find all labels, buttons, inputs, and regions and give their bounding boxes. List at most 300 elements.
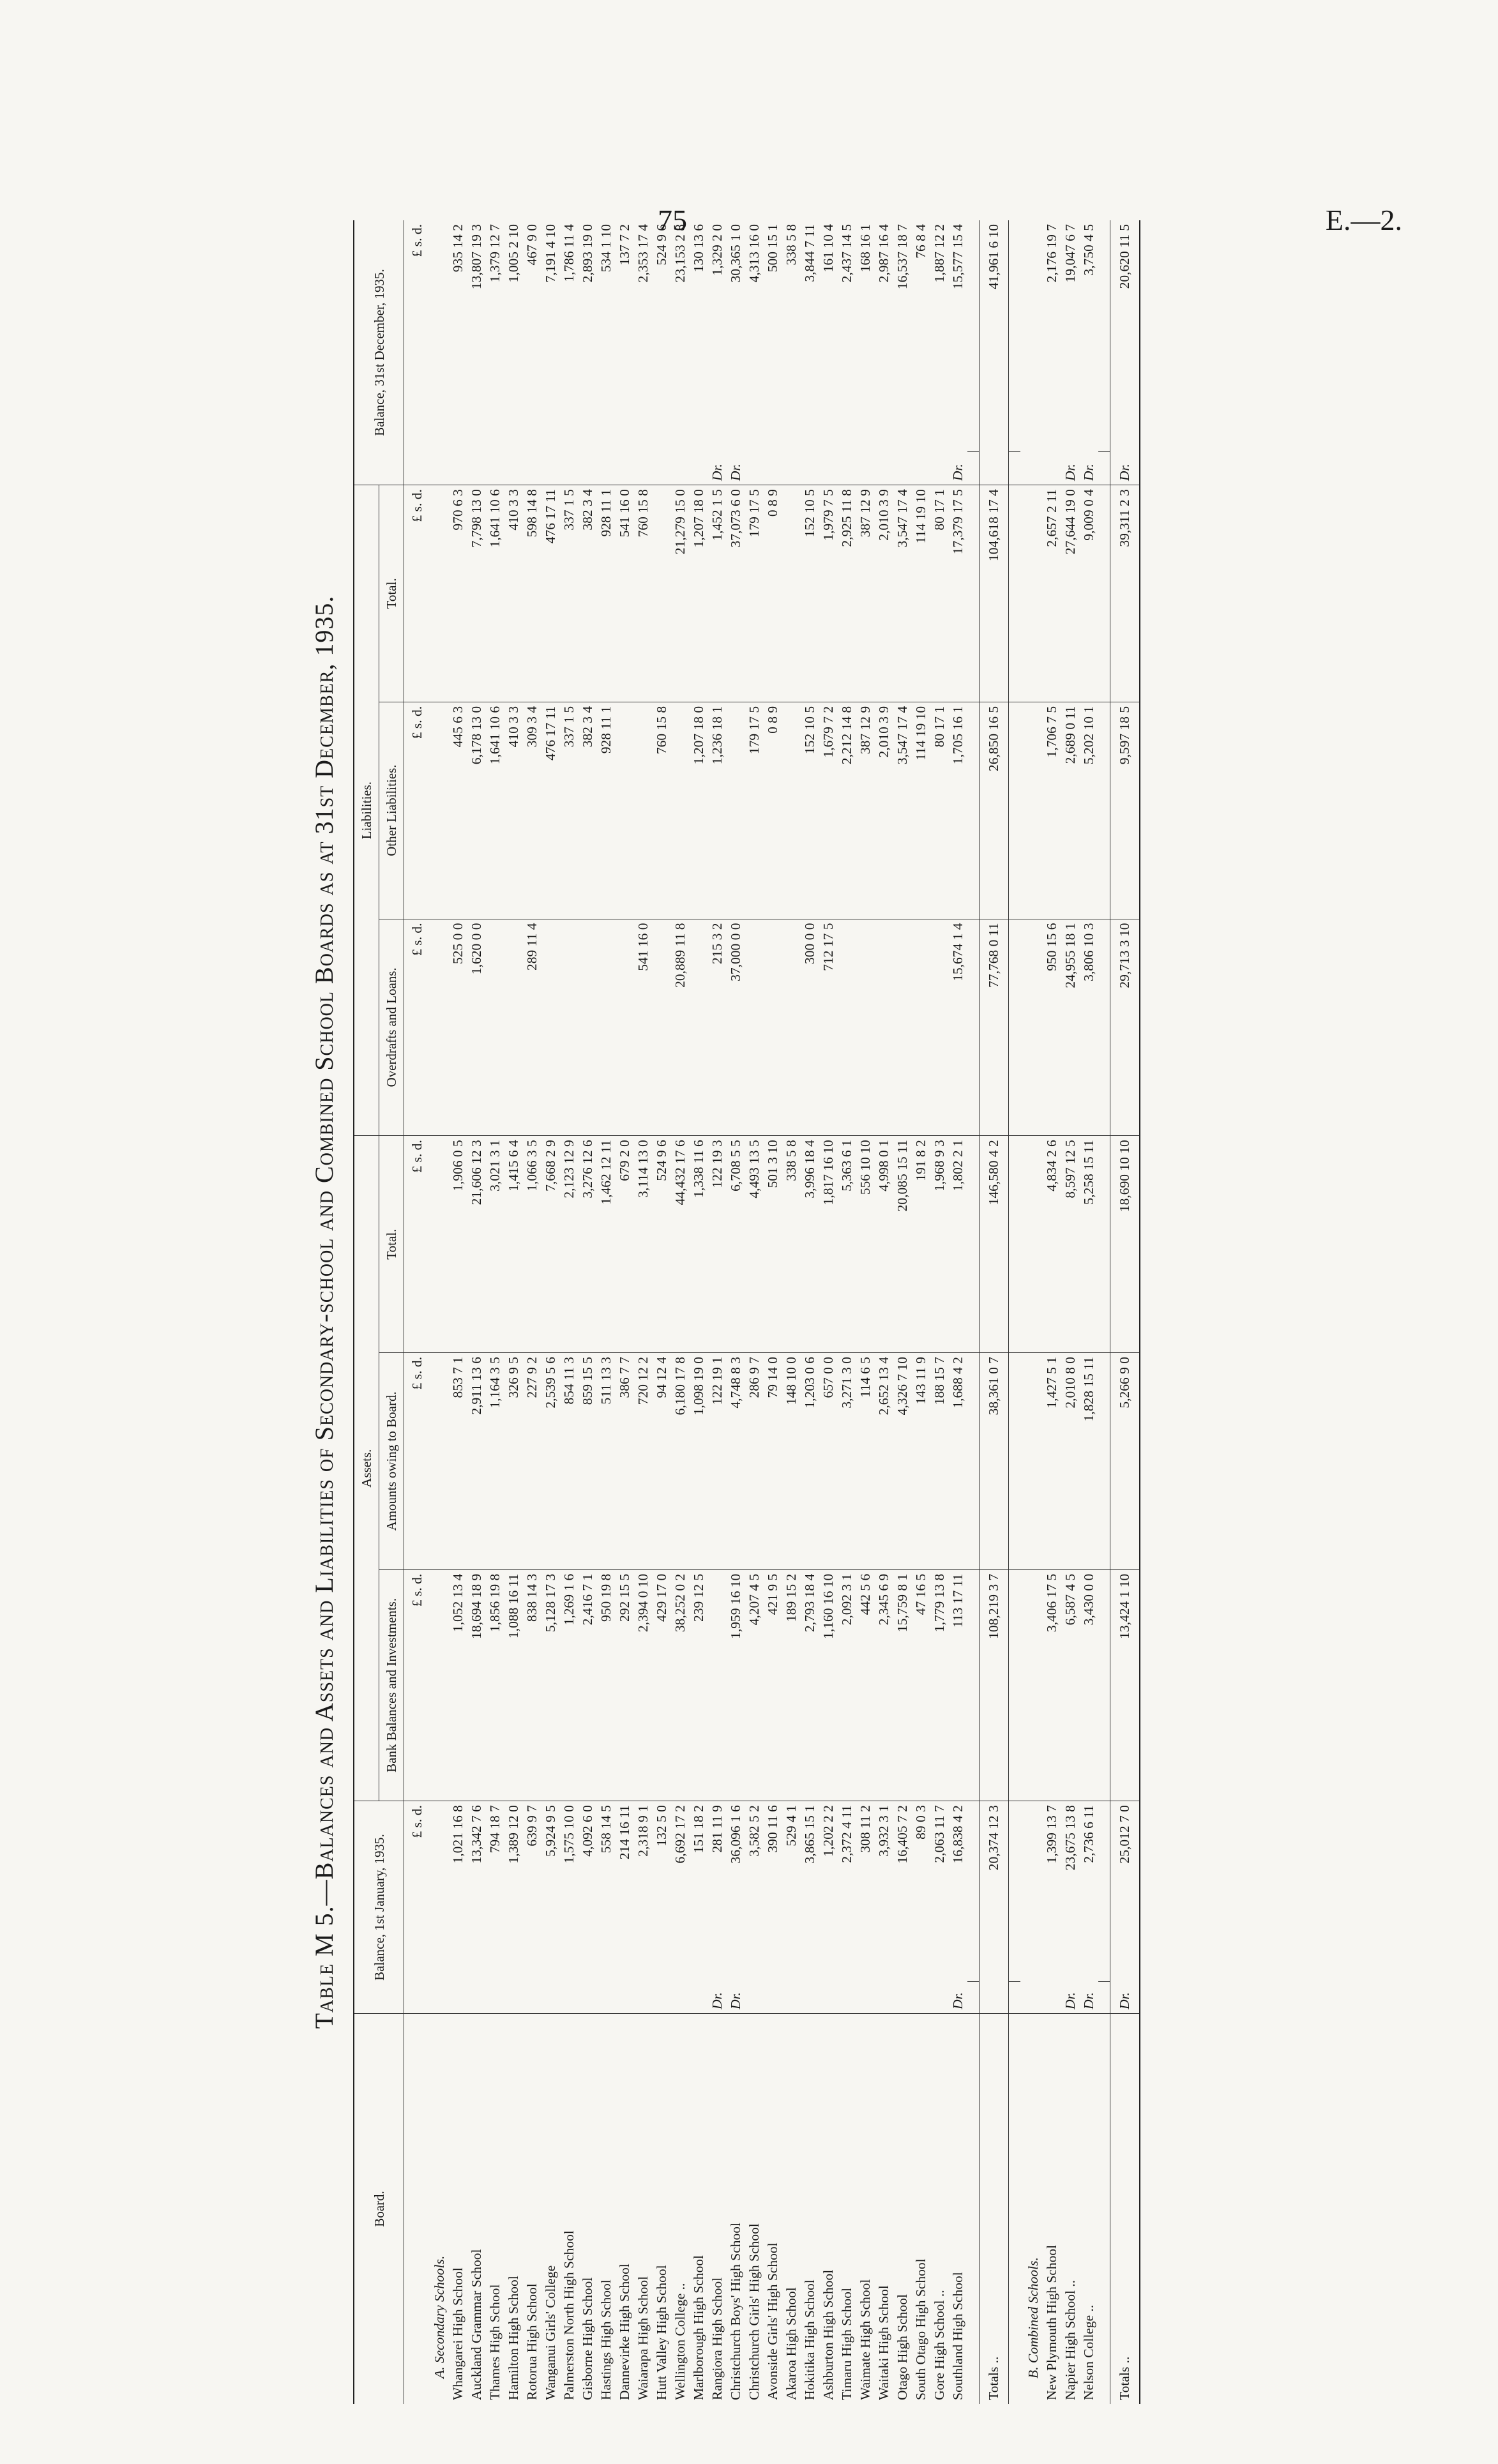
amount-cell: 76 8 4 [913,224,928,259]
amount-cell: 2,063 11 7 [932,1805,947,1863]
empty-cell [1098,1801,1110,1982]
amount-cell: 2,911 13 6 [467,1352,486,1569]
amount-cell: 598 14 8 [523,485,541,702]
debit-marker [671,452,690,485]
amount-cell: 476 17 11 [541,485,560,702]
debit-marker [449,452,467,485]
amount-cell: 309 3 4 [523,702,541,919]
debit-marker [467,452,486,485]
amount-cell: 1,817 16 10 [819,1136,838,1353]
amount-cell: 7,668 2 9 [541,1136,560,1353]
debit-marker [523,1982,541,2014]
table-row [912,220,930,2404]
amount-cell: 122 19 1 [708,1352,727,1569]
amount-cell: 47 16 5 [912,1569,930,1801]
empty-cell [427,1352,449,1569]
empty-cell [1009,1982,1021,2014]
amount-cell: 387 12 9 [856,485,875,702]
amount-cell: 3,276 12 6 [579,1136,597,1353]
debit-marker: Dr. [727,1982,745,2014]
amount-cell: 524 9 6 [653,1136,671,1353]
amount-cell: 21,606 12 3 [467,1136,486,1353]
amount-cell: 1,379 12 7 [487,224,503,283]
table-row [690,220,708,2404]
amount-cell: 130 13 6 [691,224,706,273]
debit-marker [634,452,653,485]
table-row [634,220,653,2404]
empty-cell [1020,1982,1043,2014]
amount-cell: 2,010 8 0 [1061,1352,1080,1569]
amount-cell: 500 15 1 [765,224,780,273]
amount-cell: 1,207 18 0 [690,485,708,702]
amount-cell: 1,959 16 10 [727,1569,745,1801]
debit-marker [875,452,893,485]
table-row [653,220,671,2404]
amount-cell: 1,452 1 5 [708,485,727,702]
board-name: Hamilton High School [506,2276,521,2400]
amount-cell: 161 10 4 [821,224,836,273]
amount-cell: 143 11 9 [912,1352,930,1569]
amount-cell: 3,932 3 1 [876,1805,891,1857]
board-name: Totals .. [1110,2014,1140,2405]
debit-marker [541,452,560,485]
amount-cell [782,702,801,919]
amount-cell: 189 15 2 [782,1569,801,1801]
amount-cell: 1,705 16 1 [949,702,967,919]
amount-cell: 5,363 6 1 [838,1136,856,1353]
debit-marker [523,452,541,485]
empty-cell [1009,220,1021,452]
debit-marker [930,1982,949,2014]
empty-cell [1020,452,1043,485]
empty-cell [1020,1801,1043,1982]
amount-cell: 3,750 4 5 [1081,224,1096,276]
amount-cell: 286 9 7 [745,1352,764,1569]
debit-marker [838,452,856,485]
amount-cell: 3,021 3 1 [486,1136,504,1353]
amount-cell: 1,207 18 0 [690,702,708,919]
debit-marker: Dr. [949,1982,967,2014]
rotated-table-region [296,220,1394,2404]
amount-cell: 21,279 15 0 [671,485,690,702]
table-row [838,220,856,2404]
amount-cell [504,919,523,1136]
debit-marker: Dr. [1061,1982,1080,2014]
spacer-row [967,220,980,2404]
units-pre-cell [404,452,427,485]
amount-cell: 44,432 17 6 [671,1136,690,1353]
amount-cell: 1,427 5 1 [1043,1352,1061,1569]
amount-cell: 429 17 0 [653,1569,671,1801]
debit-marker [980,452,1009,485]
board-name: Hastings High School [598,2279,614,2400]
amount-cell: 104,618 17 4 [980,485,1009,702]
amount-cell: 1,802 2 1 [949,1136,967,1353]
amount-cell: 1,779 13 8 [930,1569,949,1801]
debit-marker [893,1982,912,2014]
amount-cell: 38,252 0 2 [671,1569,690,1801]
units-cell: £ s. d. [404,1136,427,1353]
empty-cell [967,702,980,919]
amount-cell: 2,212 14 8 [838,702,856,919]
amount-cell: 970 6 3 [449,485,467,702]
table-row [949,220,967,2404]
board-name: Napier High School .. [1063,2279,1078,2400]
table-row [875,220,893,2404]
debit-marker [616,452,634,485]
amount-cell: 300 0 0 [801,919,819,1136]
table-row [764,220,782,2404]
table-row [856,220,875,2404]
amount-cell: 1,399 13 7 [1044,1805,1059,1864]
debit-marker [671,1982,690,2014]
amount-cell: 37,073 6 0 [727,485,745,702]
amount-cell: 4,493 13 5 [745,1136,764,1353]
amount-cell: 79 14 0 [764,1352,782,1569]
amount-cell: 410 3 3 [504,485,523,702]
debit-marker [838,1982,856,2014]
table-row [523,220,541,2404]
amount-cell: 1,066 3 5 [523,1136,541,1353]
board-name: Dannevirke High School [617,2264,632,2400]
empty-cell [967,452,980,485]
debit-marker: Dr. [1080,452,1098,485]
amount-cell: 0 8 9 [764,485,782,702]
units-cell: £ s. d. [404,485,427,702]
amount-cell: 1,236 18 1 [708,702,727,919]
amount-cell: 1,203 0 6 [801,1352,819,1569]
amount-cell: 6,178 13 0 [467,702,486,919]
amount-cell [560,919,579,1136]
amount-cell: 534 1 10 [598,224,614,273]
empty-cell [1009,452,1021,485]
table-title: Table M 5.—Balances and Assets and Liabilities of Secondary-school and Combined School Boards as at 31st December, 1935. [310,595,338,2029]
debit-marker [541,1982,560,2014]
amount-cell: 2,010 3 9 [875,485,893,702]
board-name: Gisborne High School [580,2277,595,2400]
amount-cell: 30,365 1 0 [728,224,743,283]
debit-marker [893,452,912,485]
amount-cell: 3,271 3 0 [838,1352,856,1569]
amount-cell: 1,202 2 2 [821,1805,836,1857]
amount-cell: 556 10 10 [856,1136,875,1353]
table-row [745,220,764,2404]
debit-marker [597,452,616,485]
empty-cell [967,220,980,452]
amount-cell: 6,587 4 5 [1061,1569,1080,1801]
amount-cell: 2,925 11 8 [838,485,856,702]
debit-marker [690,452,708,485]
amount-cell: 2,736 6 11 [1081,1805,1096,1863]
amount-cell: 1,098 19 0 [690,1352,708,1569]
amount-cell: 859 15 5 [579,1352,597,1569]
empty-cell [967,1136,980,1353]
amount-cell: 2,394 0 10 [634,1569,653,1801]
amount-cell: 17,379 17 5 [949,485,967,702]
table-row [893,220,912,2404]
amount-cell [782,485,801,702]
amount-cell: 2,987 16 4 [876,224,891,283]
board-name: A. Secondary Schools. [432,2255,447,2378]
amount-cell: 4,207 4 5 [745,1569,764,1801]
amount-cell [616,919,634,1136]
amount-cell [912,919,930,1136]
amount-cell: 38,361 0 7 [980,1352,1009,1569]
empty-cell [427,702,449,919]
empty-cell [1098,452,1110,485]
amount-cell: 950 15 6 [1043,919,1061,1136]
amount-cell: 16,838 4 2 [950,1805,965,1864]
amount-cell: 1,088 16 11 [504,1569,523,1801]
empty-cell [1020,1569,1043,1801]
header-assets-total: Total. [379,1136,404,1353]
units-cell: £ s. d. [404,1352,427,1569]
board-name: Wanganui Girls' College [543,2265,558,2400]
empty-cell [967,2014,980,2405]
debit-marker [653,452,671,485]
amount-cell: 1,968 9 3 [930,1136,949,1353]
amount-cell: 541 16 0 [634,919,653,1136]
debit-marker [486,452,504,485]
amount-cell: 1,828 15 11 [1080,1352,1098,1569]
amount-cell: 7,191 4 10 [543,224,558,283]
amount-cell: 1,462 12 11 [597,1136,616,1353]
board-name: Whangarei High School [450,2267,465,2400]
amount-cell: 1,620 0 0 [467,919,486,1136]
table-row [1061,220,1080,2404]
empty-cell [427,220,449,452]
spacer-row [1098,220,1110,2404]
amount-cell: 6,708 5 5 [727,1136,745,1353]
header-balance-open: Balance, 1st January, 1935. [354,1801,404,2014]
amount-cell: 146,580 4 2 [980,1136,1009,1353]
amount-cell: 657 0 0 [819,1352,838,1569]
amount-cell: 390 11 6 [765,1805,780,1853]
debit-marker [486,1982,504,2014]
board-name: Wellington College .. [672,2283,688,2400]
empty-cell [1098,1569,1110,1801]
amount-cell: 382 3 4 [579,702,597,919]
page-code: E.—2. [1325,204,1402,236]
board-name: Palmerston North High School [561,2230,577,2400]
amount-cell: 2,176 19 7 [1044,224,1059,283]
amount-cell: 1,641 10 6 [486,485,504,702]
amount-cell: 8,597 12 5 [1061,1136,1080,1353]
amount-cell: 760 15 8 [653,702,671,919]
amount-cell: 2,372 4 11 [839,1805,854,1863]
amount-cell [930,919,949,1136]
table-row [727,220,745,2404]
debit-marker: Dr. [708,1982,727,2014]
amount-cell: 1,688 4 2 [949,1352,967,1569]
debit-marker [764,452,782,485]
amount-cell: 337 1 5 [560,702,579,919]
amount-cell [486,919,504,1136]
amount-cell [838,919,856,1136]
spacer-row [1009,220,1021,2404]
amount-cell: 151 18 2 [691,1805,706,1854]
debit-marker [875,1982,893,2014]
board-name: Auckland Grammar School [469,2249,484,2400]
amount-cell: 1,706 7 5 [1043,702,1061,919]
header-overdrafts: Overdrafts and Loans. [379,919,404,1136]
amount-cell: 1,641 10 6 [486,702,504,919]
amount-cell: 5,128 17 3 [541,1569,560,1801]
debit-marker [579,452,597,485]
amount-cell: 4,313 16 0 [746,224,762,283]
empty-cell [1098,919,1110,1136]
amount-cell: 445 6 3 [449,702,467,919]
amount-cell: 2,893 19 0 [580,224,595,283]
amount-cell: 639 9 7 [524,1805,540,1847]
amount-cell: 382 3 4 [579,485,597,702]
amount-cell: 3,114 13 0 [634,1136,653,1353]
empty-cell [1020,1136,1043,1353]
empty-cell [1009,919,1021,1136]
amount-cell: 191 8 2 [912,1136,930,1353]
header-other-liabilities: Other Liabilities. [379,702,404,919]
empty-cell [427,485,449,702]
amount-cell: 511 13 3 [597,1352,616,1569]
amount-cell: 179 17 5 [745,485,764,702]
units-cell: £ s. d. [409,224,425,257]
amount-cell: 122 19 3 [708,1136,727,1353]
amount-cell: 1,415 6 4 [504,1136,523,1353]
empty-cell [1009,1801,1021,1982]
amount-cell: 289 11 4 [523,919,541,1136]
amount-cell: 5,924 9 5 [543,1805,558,1857]
amount-cell [708,1569,727,1801]
empty-cell [967,1801,980,1982]
empty-cell [967,485,980,702]
amount-cell: 337 1 5 [560,485,579,702]
amount-cell: 387 12 9 [856,702,875,919]
debit-marker [745,452,764,485]
empty-cell [427,1801,449,1982]
amount-cell: 6,180 17 8 [671,1352,690,1569]
empty-cell [1098,220,1110,452]
empty-cell [1098,2014,1110,2405]
debit-marker [856,452,875,485]
empty-cell [1009,1569,1021,1801]
board-name: B. Combined Schools. [1025,2257,1041,2378]
amount-cell: 308 11 2 [858,1805,873,1853]
amount-cell: 935 14 2 [450,224,465,273]
table-row [671,220,690,2404]
amount-cell: 239 12 5 [690,1569,708,1801]
amount-cell [634,702,653,919]
units-pre-cell [404,1982,427,2014]
amount-cell: 39,311 2 3 [1110,485,1140,702]
amount-cell: 19,047 6 7 [1063,224,1078,283]
amount-cell: 16,405 7 2 [895,1805,910,1864]
debit-marker [616,1982,634,2014]
amount-cell: 794 18 7 [487,1805,503,1854]
table-row [560,220,579,2404]
amount-cell [541,919,560,1136]
debit-marker [819,452,838,485]
debit-marker [504,452,523,485]
amount-cell: 36,096 1 6 [728,1805,743,1864]
amount-cell: 24,955 18 1 [1061,919,1080,1136]
amount-cell: 558 14 5 [598,1805,614,1854]
amount-cell: 3,865 15 1 [802,1805,817,1864]
amount-cell: 525 0 0 [449,919,467,1136]
amount-cell: 108,219 3 7 [980,1569,1009,1801]
amount-cell: 1,389 12 0 [506,1805,521,1864]
empty-cell [427,1136,449,1353]
amount-cell: 188 15 7 [930,1352,949,1569]
board-name: Ashburton High School [821,2269,836,2400]
amount-cell: 13,424 1 10 [1110,1569,1140,1801]
empty-cell [967,1982,980,2014]
amount-cell: 5,258 15 11 [1080,1136,1098,1353]
board-name: Thames High School [487,2284,503,2400]
amount-cell: 2,416 7 1 [579,1569,597,1801]
amount-cell: 467 9 0 [524,224,540,266]
board-name: New Plymouth High School [1044,2244,1059,2400]
board-name: Avonside Girls' High School [765,2242,780,2400]
board-name: Southland High School [950,2272,965,2400]
amount-cell: 7,798 13 0 [467,485,486,702]
amount-cell: 3,806 10 3 [1080,919,1098,1136]
amount-cell: 15,577 15 4 [950,224,965,290]
amount-cell: 29,713 3 10 [1110,919,1140,1136]
amount-cell: 5,202 10 1 [1080,702,1098,919]
amount-cell: 20,374 12 3 [980,1801,1009,1982]
board-name: Akaroa High School [783,2287,799,2400]
debit-marker [930,452,949,485]
amount-cell: 1,679 7 2 [819,702,838,919]
amount-cell: 2,123 12 9 [560,1136,579,1353]
empty-cell [1009,1136,1021,1353]
debit-marker [745,1982,764,2014]
amount-cell: 114 19 10 [912,485,930,702]
empty-cell [1020,702,1043,919]
debit-marker [579,1982,597,2014]
board-name: Waimate High School [858,2279,873,2400]
amount-cell: 928 11 1 [597,702,616,919]
board-name: Rangiora High School [709,2277,725,2400]
amount-cell [727,702,745,919]
amount-cell: 20,085 15 11 [893,1136,912,1353]
debit-marker [449,1982,467,2014]
amount-cell: 152 10 5 [801,702,819,919]
amount-cell: 137 7 2 [617,224,632,266]
amount-cell: 2,657 2 11 [1043,485,1061,702]
amount-cell: 2,539 5 6 [541,1352,560,1569]
amount-cell: 1,160 16 10 [819,1569,838,1801]
amount-cell [893,919,912,1136]
debit-marker [560,1982,579,2014]
board-name: Otago High School [895,2294,910,2400]
amount-cell: 1,575 10 0 [561,1805,577,1864]
amount-cell: 80 17 1 [930,485,949,702]
units-board-cell [404,2014,427,2405]
debit-marker: Dr. [1110,1982,1140,2014]
amount-cell: 114 19 10 [912,702,930,919]
amount-cell: 720 12 2 [634,1352,653,1569]
amount-cell [764,919,782,1136]
amount-cell [653,919,671,1136]
amount-cell: 3,430 0 0 [1080,1569,1098,1801]
empty-cell [967,919,980,1136]
empty-cell [1098,1352,1110,1569]
amount-cell: 132 5 0 [654,1805,669,1847]
empty-cell [1098,702,1110,919]
empty-cell [1098,1982,1110,2014]
amount-cell: 476 17 11 [541,702,560,919]
